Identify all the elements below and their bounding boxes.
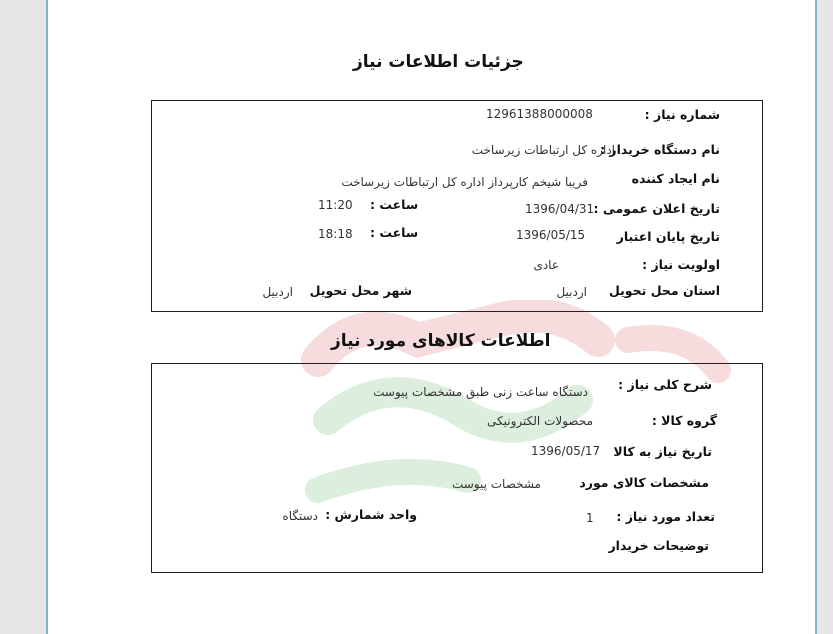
expiry-date-label: تاریخ پایان اعتبار	[616, 229, 720, 244]
unit-label: واحد شمارش :	[325, 507, 417, 522]
delivery-province-label: استان محل تحویل	[608, 283, 720, 298]
delivery-province-value: اردبیل	[556, 285, 587, 299]
announce-date-value: 1396/04/31	[525, 202, 595, 216]
creator-label: نام ایجاد کننده	[631, 171, 720, 186]
quantity-value: 1	[586, 511, 594, 525]
priority-label: اولویت نیاز :	[642, 257, 720, 272]
description-value: دستگاه ساعت زنی طبق مشخصات پیوست	[373, 385, 588, 399]
section-title-goods-info: اطلاعات کالاهای مورد نیاز	[331, 331, 551, 351]
goods-specs-label: مشخصات کالای مورد	[579, 475, 709, 490]
need-number-value: 12961388000008	[486, 107, 593, 121]
need-date-value: 1396/05/17	[531, 444, 601, 458]
buyer-org-value: اداره کل ارتباطات زیرساخت	[471, 143, 615, 157]
goods-group-value: محصولات الکترونیکی	[487, 414, 593, 428]
expiry-time-value: 18:18	[318, 227, 353, 241]
announce-time-label: ساعت :	[370, 197, 419, 212]
buyer-notes-label: توضیحات خریدار	[608, 538, 709, 553]
delivery-city-value: اردبیل	[262, 285, 293, 299]
priority-value: عادی	[533, 258, 559, 272]
delivery-city-label: شهر محل تحویل	[309, 283, 412, 298]
goods-group-label: گروه کالا :	[651, 413, 717, 428]
goods-specs-value: مشخصات پیوست	[451, 477, 541, 491]
announce-time-value: 11:20	[318, 198, 353, 212]
document-page	[46, 0, 817, 634]
section-title-need-details: جزئیات اطلاعات نیاز	[353, 52, 524, 72]
description-label: شرح کلی نیاز :	[618, 377, 712, 392]
need-number-label: شماره نیاز :	[644, 107, 720, 122]
expiry-date-value: 1396/05/15	[516, 228, 586, 242]
buyer-org-label: نام دستگاه خریدار :	[600, 142, 720, 157]
announce-date-label: تاریخ اعلان عمومی :	[593, 201, 720, 216]
expiry-time-label: ساعت :	[370, 225, 419, 240]
quantity-label: تعداد مورد نیاز :	[616, 509, 715, 524]
unit-value: دستگاه	[282, 509, 318, 523]
need-date-label: تاریخ نیاز به کالا	[613, 444, 712, 459]
creator-value: فریبا شیخم کارپرداز اداره کل ارتباطات زیرساخت	[341, 175, 588, 189]
